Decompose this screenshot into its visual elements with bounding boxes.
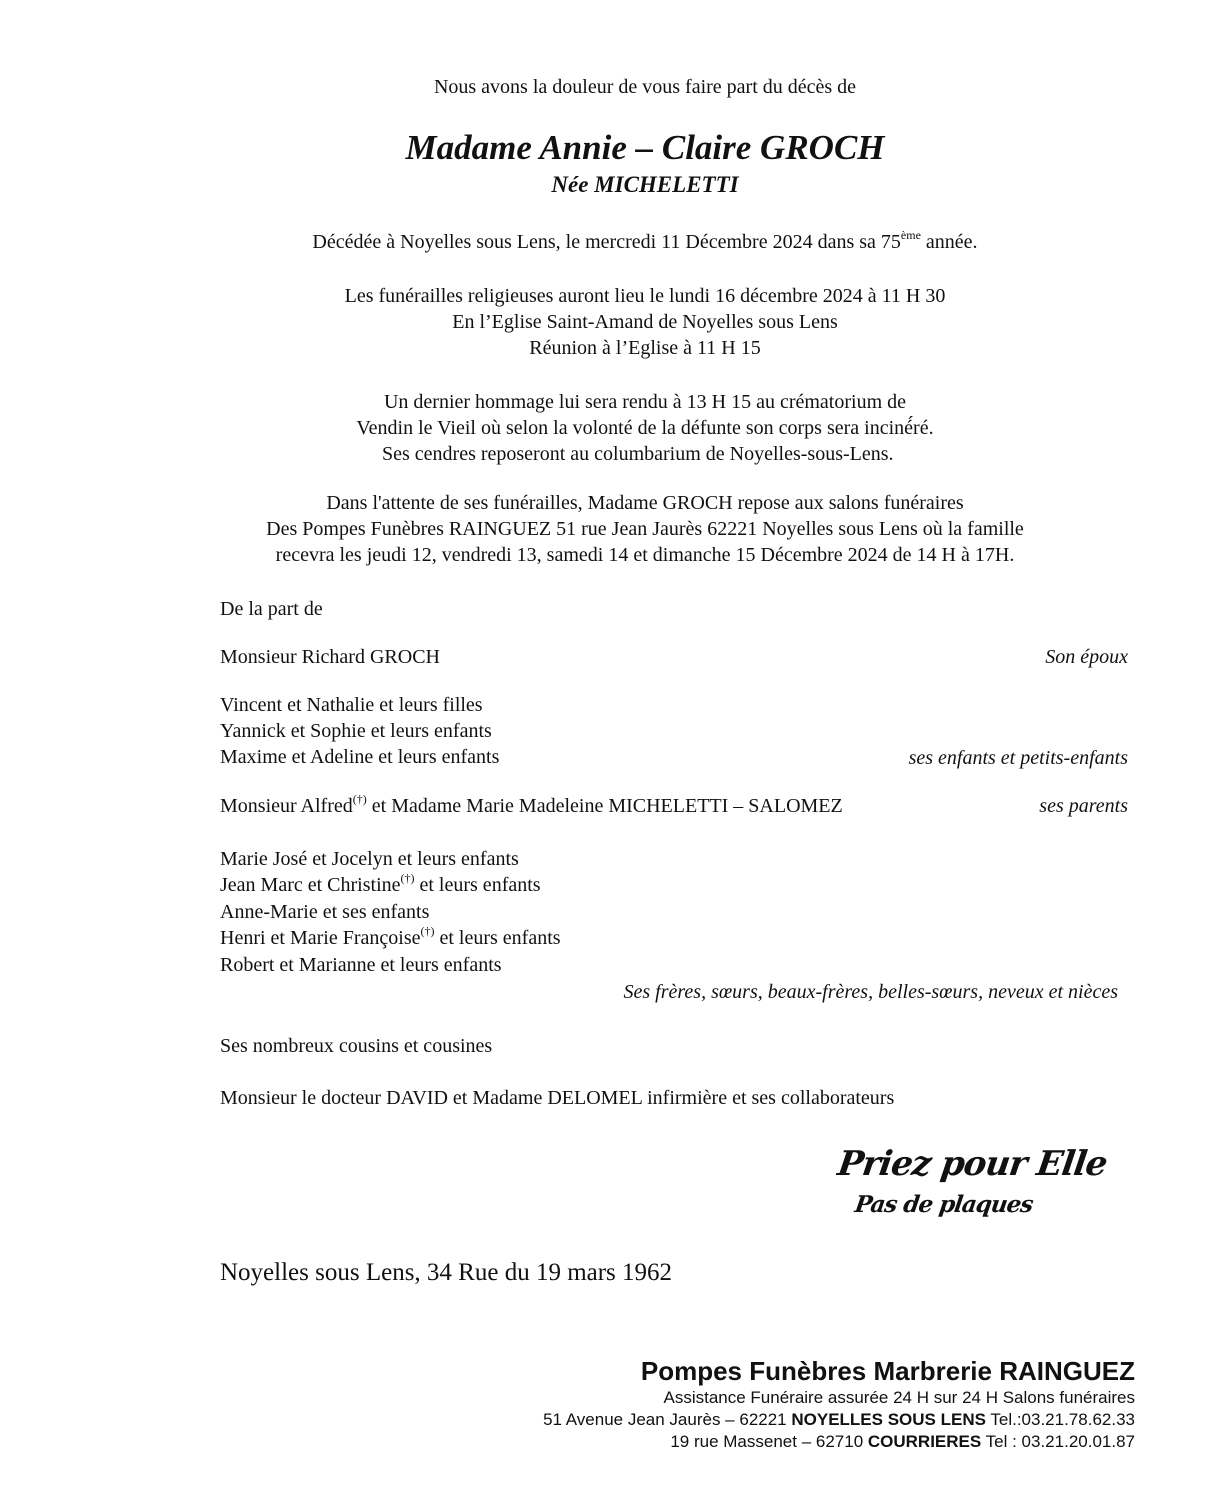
no-plaques-text: Pas de plaques bbox=[853, 1191, 1035, 1218]
siblings-relation: Ses frères, sœurs, beaux-frères, belles-sœurs, neveux et nièces bbox=[623, 981, 1118, 1003]
sibling-rest: et leurs enfants bbox=[414, 874, 541, 896]
sibling-name: Henri et Marie Françoise bbox=[220, 927, 421, 949]
child-family: Vincent et Nathalie et leurs filles bbox=[220, 694, 483, 716]
address-phone: Tel.:03.21.78.62.33 bbox=[985, 1410, 1135, 1429]
sibling-rest: et leurs enfants bbox=[434, 927, 561, 949]
home-address: Noyelles sous Lens, 34 Rue du 19 mars 1962 bbox=[220, 1259, 673, 1286]
deceased-marker: (†) bbox=[420, 924, 435, 938]
cremation-line: Un dernier hommage lui sera rendu à 13 H 15 au crématorium de bbox=[383, 391, 907, 413]
sibling-name: Jean Marc et Christine bbox=[220, 874, 401, 896]
address-town: NOYELLES SOUS LENS bbox=[791, 1410, 986, 1429]
visitation-line: recevra les jeudi 12, vendredi 13, samedi 14 et dimanche 15 Décembre 2024 de 14 H à 17H. bbox=[275, 544, 1015, 566]
death-line-superscript: ème bbox=[900, 228, 921, 242]
husband-relation: Son époux bbox=[1045, 646, 1128, 668]
funeral-home-address-2 bbox=[670, 1431, 1135, 1452]
sibling-family bbox=[220, 872, 541, 898]
address-town: COURRIERES bbox=[867, 1432, 982, 1451]
parents-father: Monsieur Alfred bbox=[220, 795, 353, 817]
sibling-family: Anne-Marie et ses enfants bbox=[220, 901, 430, 923]
parents-rest: et Madame Marie Madeleine MICHELETTI – SALOMEZ bbox=[366, 795, 843, 817]
parents-relation: ses parents bbox=[1039, 795, 1128, 817]
funeral-home-title: Pompes Funèbres Marbrerie RAINGUEZ bbox=[640, 1356, 1135, 1386]
death-line bbox=[0, 229, 1214, 255]
doctors-line: Monsieur le docteur DAVID et Madame DELOMEL infirmière et ses collaborateurs bbox=[220, 1087, 895, 1109]
funeral-line: Les funérailles religieuses auront lieu le lundi 16 décembre 2024 à 11 H 30 bbox=[344, 285, 946, 307]
funeral-line: En l’Eglise Saint-Amand de Noyelles sous Lens bbox=[452, 311, 838, 333]
maiden-name: Née MICHELETTI bbox=[551, 172, 739, 197]
sibling-family: Robert et Marianne et leurs enfants bbox=[220, 954, 502, 976]
deceased-marker: (†) bbox=[400, 871, 415, 885]
from-label: De la part de bbox=[220, 598, 323, 620]
child-family: Maxime et Adeline et leurs enfants bbox=[220, 746, 500, 768]
cremation-line: Vendin le Vieil où selon la volonté de la défunte son corps sera inciné́ré. bbox=[356, 417, 934, 439]
visitation-line: Dans l'attente de ses funérailles, Madame GROCH repose aux salons funéraires bbox=[326, 492, 964, 514]
parents-line bbox=[220, 793, 843, 819]
sibling-family: Marie José et Jocelyn et leurs enfants bbox=[220, 848, 519, 870]
cremation-line: Ses cendres reposeront au columbarium de Noyelles-sous-Lens. bbox=[382, 443, 894, 465]
cousins-line: Ses nombreux cousins et cousines bbox=[220, 1035, 493, 1057]
child-family: Yannick et Sophie et leurs enfants bbox=[220, 720, 492, 742]
children-relation: ses enfants et petits-enfants bbox=[908, 747, 1128, 769]
visitation-line: Des Pompes Funèbres RAINGUEZ 51 rue Jean Jaurès 62221 Noyelles sous Lens où la famille bbox=[266, 518, 1024, 540]
funeral-home-service: Assistance Funéraire assurée 24 H sur 24 H Salons funéraires bbox=[663, 1388, 1135, 1407]
deceased-marker: (†) bbox=[352, 792, 367, 806]
intro-text: Nous avons la douleur de vous faire part du décès de bbox=[433, 76, 857, 98]
husband-name: Monsieur Richard GROCH bbox=[220, 646, 440, 668]
address-phone: Tel : 03.21.20.01.87 bbox=[981, 1432, 1135, 1451]
funeral-home-address-1 bbox=[543, 1409, 1135, 1430]
address-street: 19 rue Massenet – 62710 bbox=[670, 1432, 868, 1451]
deceased-name: Madame Annie – Claire GROCH bbox=[405, 128, 885, 167]
sibling-family bbox=[220, 925, 561, 951]
address-street: 51 Avenue Jean Jaurès – 62221 bbox=[543, 1410, 792, 1429]
death-line-end: année. bbox=[920, 231, 978, 253]
death-line-text: Décédée à Noyelles sous Lens, le mercredi 11 Décembre 2024 dans sa 75 bbox=[312, 231, 901, 253]
funeral-line: Réunion à l’Eglise à 11 H 15 bbox=[529, 337, 761, 359]
prayer-text: Priez pour Elle bbox=[835, 1144, 1110, 1184]
